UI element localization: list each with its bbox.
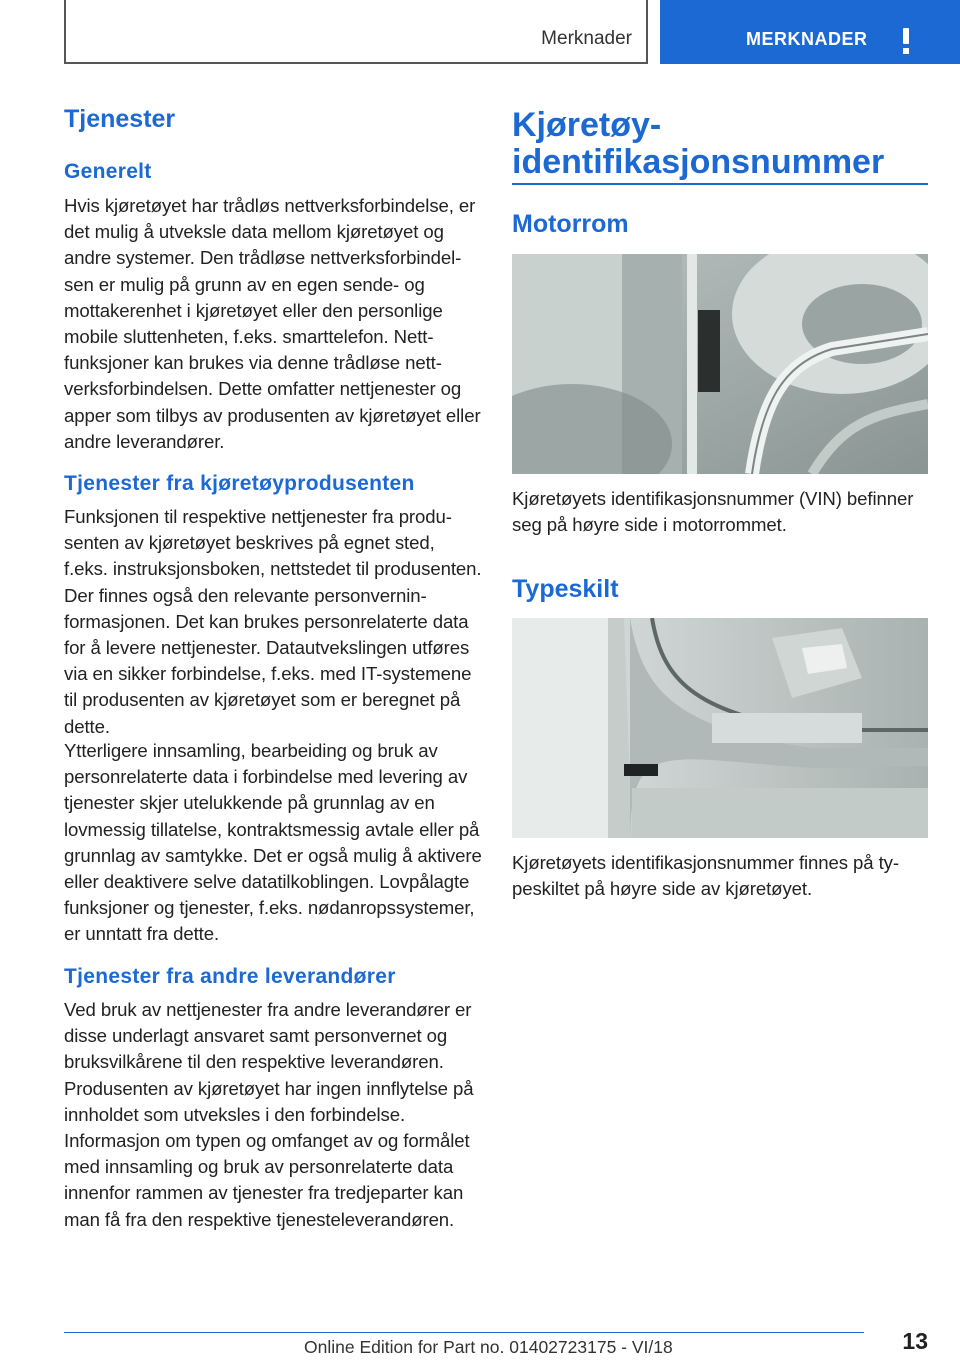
title-underline: [512, 183, 928, 185]
exclamation-icon: [898, 28, 914, 54]
heading-general: Generelt: [64, 160, 152, 183]
heading-manufacturer-services: Tjenester fra kjøretøyprodusenten: [64, 472, 415, 495]
paragraph-type-plate: Kjøretøyets identifikasjonsnummer finnes på typeskiltet på høyre side av kjøretøyet.: [512, 852, 900, 900]
page-number: 13: [902, 1328, 928, 1354]
paragraph-manufacturer-2: Ytterligere innsamling, bearbeiding og bruk av personrelaterte data i forbindelse med levering av tjenester skjer utelukkende på grunnlag av en lovmessig tillatelse, kontraktsmessig avtale eller på grunnlag av samtykke. Det er også mulig å aktivere eller deaktivere selve datatilkoblingen. Lovpålagte funksjoner og tjenester, f.eks. nødanropssystemer, er unntatt fra dette.: [64, 740, 482, 945]
heading-engine-bay: Motorrom: [512, 210, 629, 238]
header-tab[interactable]: [660, 0, 960, 64]
footer-rule: [64, 1332, 864, 1333]
header-tab-label: MERKNADER: [746, 29, 868, 49]
header-frame: [64, 0, 648, 64]
paragraph-general: Hvis kjøretøyet har trådløs nettverksforbindelse, er det mulig å utveksle data mellom kjøretøyet og andre systemer. Den trådløse nettverksforbindelsen er mulig på grunn av en egen sende- og mottakerenhet i kjøretøyet eller den personlige mobile sluttenheten, f.eks. smarttelefon. Nettfunksjoner kan brukes via denne trådløse nettverksforbindelsen. Dette omfatter nettjenester og apper som tilbys av produsenten av kjøretøyet eller andre leverandører.: [64, 195, 481, 452]
paragraph-other-providers: Ved bruk av nettjenester fra andre leverandører er disse underlagt ansvaret samt personvernet og bruksvilkårene til den respektive leverandøren. Produsenten av kjøretøyet har ingen innflytelse på innholdet som utveksles i den forbindelse. Informasjon om typen og omfanget av og formålet med innsamling og bruk av personrelaterte data innenfor rammen av tjenester fra tredjeparter kan man få fra den respektive tjenesteleverandøren.: [64, 999, 474, 1230]
paragraph-engine-bay: Kjøretøyets identifikasjonsnummer (VIN) befinner seg på høyre side i motorrommet.: [512, 488, 914, 536]
title-vin-line2: identifikasjonsnummer: [512, 143, 885, 181]
type-plate-photo: [512, 618, 928, 838]
heading-other-providers: Tjenester fra andre leverandører: [64, 965, 396, 988]
footer-edition: Online Edition for Part no. 01402723175 - VI/18: [304, 1337, 673, 1357]
engine-bay-photo: [512, 254, 928, 474]
heading-type-plate: Typeskilt: [512, 575, 619, 603]
heading-services: Tjenester: [64, 105, 176, 133]
header-section-title: Merknader: [541, 28, 632, 49]
paragraph-manufacturer-1: Funksjonen til respektive nettjenester fra produsenten av kjøretøyet beskrives på egnet sted, f.eks. instruksjonsboken, nettstedet til produsenten. Der finnes også den relevante personverninformasjonen. Det kan brukes personrelaterte data for å levere nettjenester. Datautvekslingen utføres via en sikker forbindelse, f.eks. med IT-systemene til produsenten av kjøretøyet som er beregnet på dette.: [64, 506, 482, 737]
title-vin-line1: Kjøretøy-: [512, 106, 662, 144]
